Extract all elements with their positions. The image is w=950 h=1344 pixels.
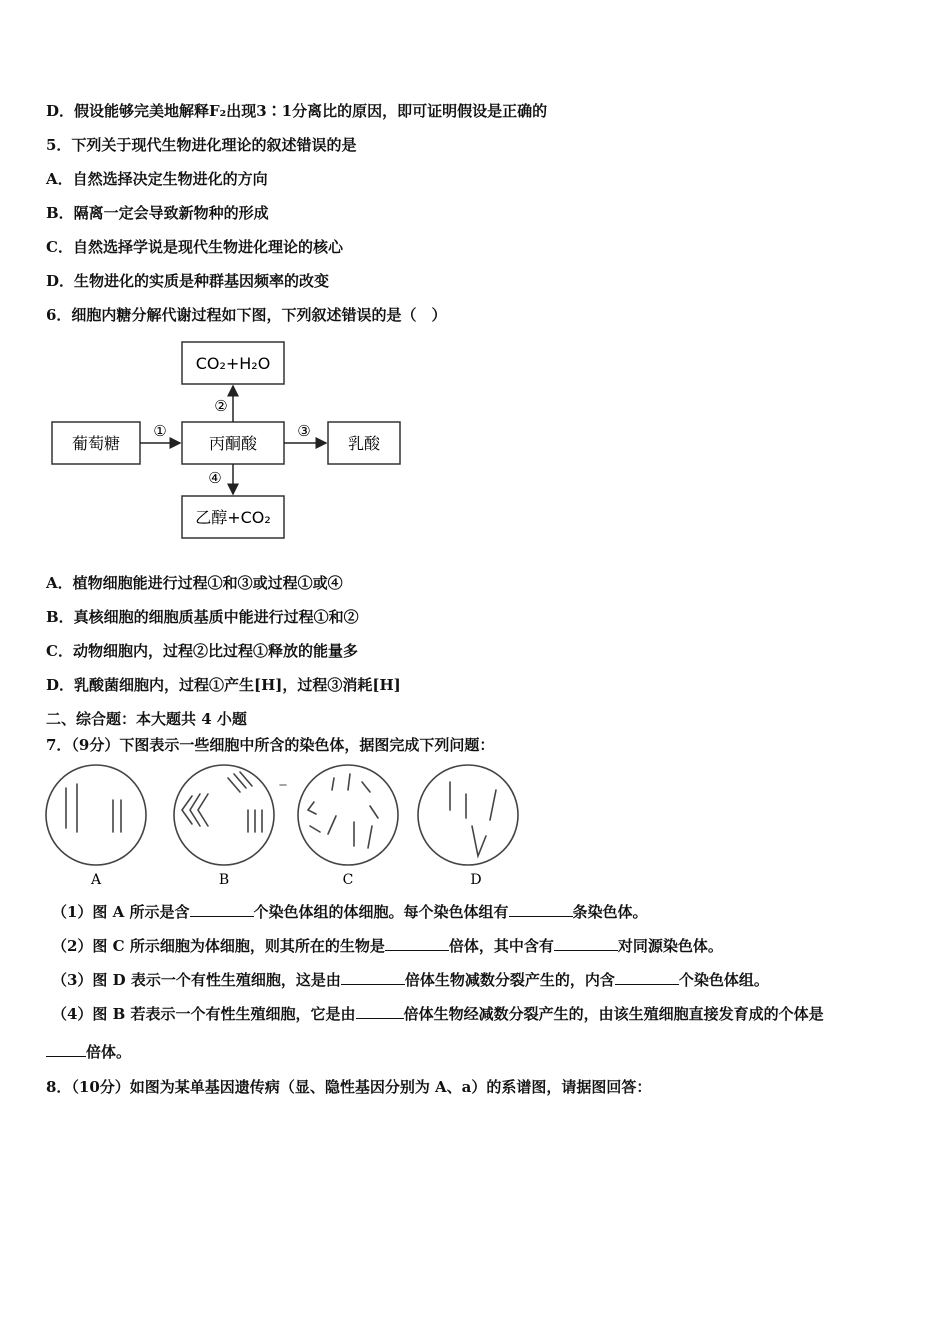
q7-sub3-text-c: 个染色体组。: [678, 971, 769, 989]
q5-option-c: C．自然选择学说是现代生物进化理论的核心: [46, 238, 343, 256]
q6-option-d: D．乳酸菌细胞内，过程①产生[H]，过程③消耗[H]: [46, 676, 401, 694]
q5-option-d: D．生物进化的实质是种群基因频率的改变: [46, 272, 330, 290]
q6-option-a: A．植物细胞能进行过程①和③或过程①或④: [46, 574, 343, 592]
q7-sub1-text-a: （1）图 A 所示是含: [52, 903, 190, 921]
q6-option-b: B．真核细胞的细胞质基质中能进行过程①和②: [46, 608, 359, 626]
cell-b-chromosomes: [182, 772, 262, 832]
cell-d-chromosomes: [450, 782, 496, 856]
cell-d-label: D: [470, 872, 482, 888]
q7-sub1-blank-2[interactable]: [509, 900, 573, 917]
co2-h2o-label: CO₂+H₂O: [195, 354, 271, 373]
cell-c-label: C: [342, 872, 354, 888]
cell-a-chromosomes: [66, 784, 121, 832]
section2-title: 二、综合题：本大题共 4 小题: [46, 710, 247, 728]
q6-option-c: C．动物细胞内，过程②比过程①释放的能量多: [46, 642, 358, 660]
q7-sub2-text-b: 倍体，其中含有: [448, 937, 554, 955]
q7-sub3: [52, 968, 769, 991]
cell-a-label: A: [90, 872, 102, 888]
q7-sub4-cont: [46, 1040, 131, 1063]
q7-sub3-blank-2[interactable]: [615, 968, 679, 985]
cell-b-outline: [174, 765, 274, 865]
q7-sub1: [52, 900, 648, 923]
q7-sub2: [52, 934, 723, 957]
cell-d-outline: [418, 765, 518, 865]
q7-sub1-text-b: 个染色体组的体细胞。每个染色体组有: [253, 903, 509, 921]
cell-a-outline: [46, 765, 146, 865]
q5-option-a: A．自然选择决定生物进化的方向: [46, 170, 268, 188]
glucose-box: [52, 422, 140, 464]
q7-sub3-blank-1[interactable]: [341, 968, 405, 985]
q6-stem: 6．细胞内糖分解代谢过程如下图，下列叙述错误的是（ ）: [46, 306, 447, 324]
glucose-label: 葡萄糖: [71, 434, 121, 453]
lactate-label: 乳酸: [347, 434, 381, 453]
q7-sub1-blank-1[interactable]: [190, 900, 254, 917]
metabolism-diagram: [46, 338, 416, 543]
chromosome-figure: [40, 760, 530, 890]
step2-label: ②: [214, 397, 228, 415]
cell-c-chromosomes: [308, 774, 378, 848]
q7-sub4-text-c: 倍体。: [86, 1043, 132, 1061]
q7-sub2-text-c: 对同源染色体。: [617, 937, 723, 955]
q7-sub4-blank-2[interactable]: [46, 1040, 86, 1057]
cell-b-label: B: [218, 872, 230, 888]
q7-sub4-text-b: 倍体生物经减数分裂产生的，由该生殖细胞直接发育成的个体是: [403, 1005, 824, 1023]
q7-sub2-text-a: （2）图 C 所示细胞为体细胞，则其所在的生物是: [52, 937, 385, 955]
cell-c-outline: [298, 765, 398, 865]
q5-option-b: B．隔离一定会导致新物种的形成: [46, 204, 269, 222]
q7-sub4: [52, 1002, 824, 1025]
q7-sub4-text-a: （4）图 B 若表示一个有性生殖细胞，它是由: [52, 1005, 356, 1023]
q7-sub4-blank-1[interactable]: [356, 1002, 404, 1019]
ethanol-co2-box: [182, 496, 284, 538]
co2-h2o-box: [182, 342, 284, 384]
q7-sub2-blank-2[interactable]: [554, 934, 618, 951]
q7-sub2-blank-1[interactable]: [385, 934, 449, 951]
q7-stem: 7．（9分）下图表示一些细胞中所含的染色体，据图完成下列问题：: [46, 736, 495, 754]
pyruvate-box: [182, 422, 284, 464]
step4-label: ④: [208, 469, 222, 487]
lactate-box: [328, 422, 400, 464]
q8-stem: 8．（10分）如图为某单基因遗传病（显、隐性基因分别为 A、a）的系谱图，请据图回答：: [46, 1078, 652, 1096]
step1-label: ①: [153, 422, 167, 440]
q5-stem: 5．下列关于现代生物进化理论的叙述错误的是: [46, 136, 357, 154]
q7-sub3-text-a: （3）图 D 表示一个有性生殖细胞，这是由: [52, 971, 341, 989]
step3-label: ③: [297, 422, 311, 440]
q4-option-d: D．假设能够完美地解释F₂出现3∶1分离比的原因，即可证明假设是正确的: [46, 102, 548, 120]
q7-sub1-text-c: 条染色体。: [572, 903, 648, 921]
q7-sub3-text-b: 倍体生物减数分裂产生的，内含: [404, 971, 615, 989]
ethanol-co2-label: 乙醇+CO₂: [195, 508, 271, 527]
pyruvate-label: 丙酮酸: [208, 434, 258, 453]
